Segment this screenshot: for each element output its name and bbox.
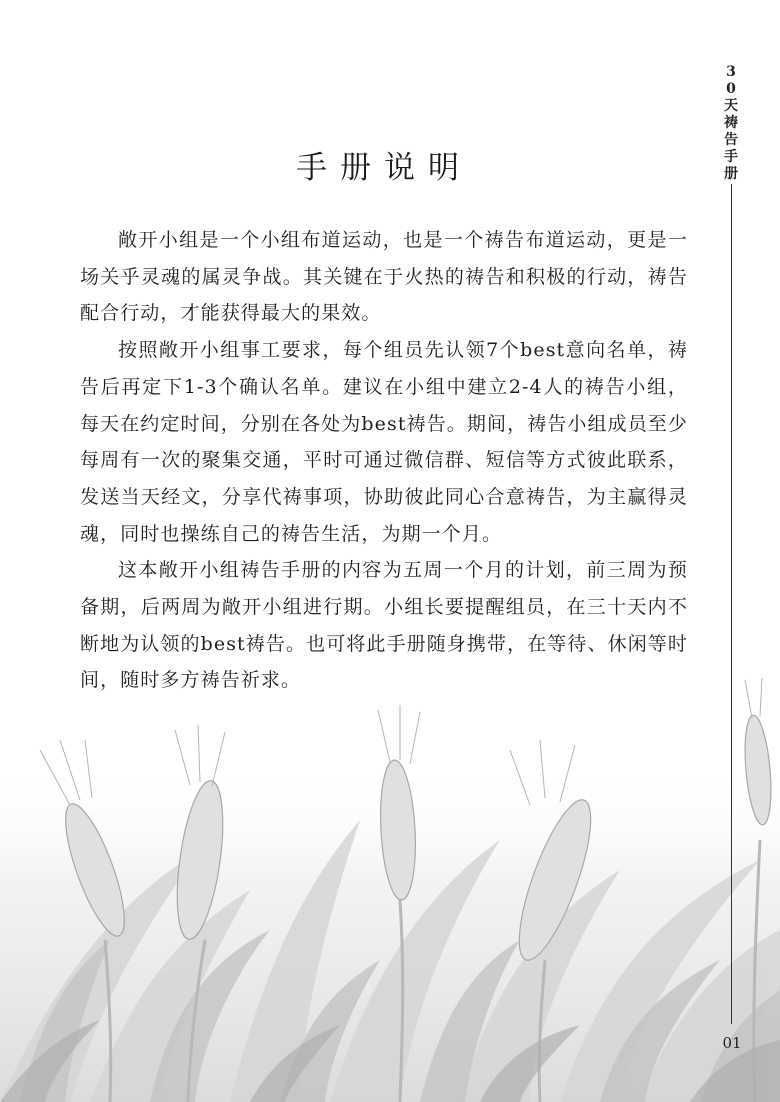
side-vertical-rule (731, 184, 732, 1024)
side-title-char: 告 (724, 132, 738, 148)
side-title-char: 册 (724, 166, 738, 182)
side-title-char: 天 (724, 98, 738, 114)
page-title: 手册说明 (296, 150, 472, 186)
paragraph-3: 这本敞开小组祷告手册的内容为五周一个月的计划，前三周为预备期，后两周为敞开小组进行期。小组长要提醒组员，在三十天内不断地为认领的best祷告。也可将此手册随身携带，在等待、休闲等时间，随时多方祷告祈求。 (80, 559, 688, 692)
paragraph-1: 敞开小组是一个小组布道运动，也是一个祷告布道运动，更是一场关乎灵魂的属灵争战。其关键在于火热的祷告和积极的行动，祷告配合行动，才能获得最大的果效。 (80, 229, 688, 325)
body-text (80, 222, 688, 699)
side-title-char: 手 (724, 149, 738, 165)
paragraph-2: 按照敞开小组事工要求，每个组员先认领7个best意向名单，祷告后再定下1-3个确认名单。建议在小组中建立2-4人的祷告小组，每天在约定时间，分别在各处为best祷告。期间，祷告小组成员至少每周有一次的聚集交通，平时可通过微信群、短信等方式彼此联系，发送当天经文，分享代祷事项，协助彼此同心合意祷告，为主赢得灵魂，同时也操练自己的祷告生活，为期一个月。 (80, 339, 688, 545)
page-number: 01 (722, 1034, 742, 1052)
side-title-char: 祷 (724, 115, 738, 131)
side-title-char: 0 (726, 81, 736, 97)
side-title-char: 3 (726, 64, 736, 80)
wheat-field-illustration (0, 640, 780, 1102)
